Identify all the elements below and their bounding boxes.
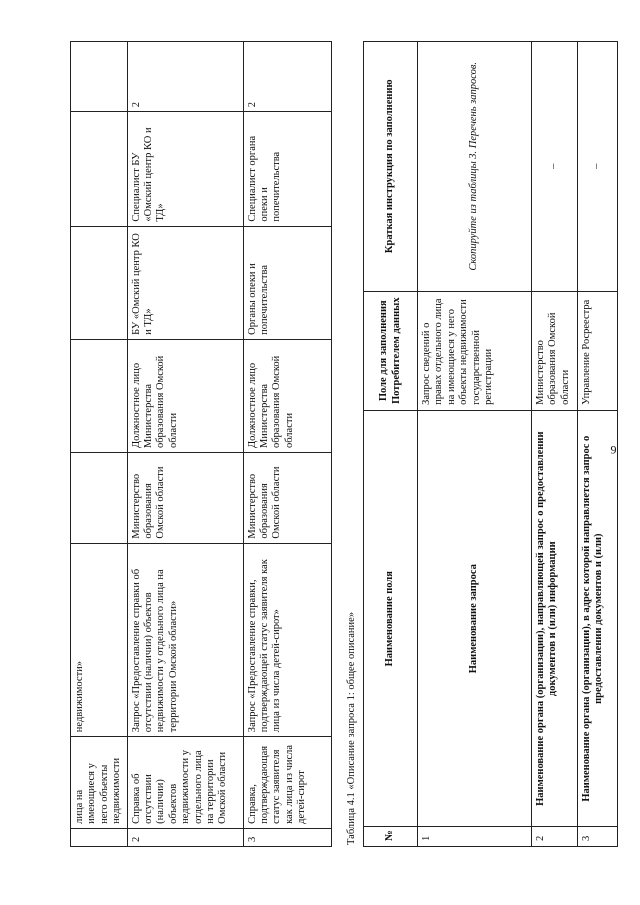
table-header-row (364, 42, 418, 847)
row-number: 3 (578, 827, 618, 847)
ministry: Министерство образования Омской области (243, 453, 331, 544)
request-name: Запрос «Предоставление справки об отсутствии (наличии) объектов недвижимости у отдельного лица на территории Омской области» (127, 543, 243, 737)
document-name: Справка об отсутствии (наличии) объектов недвижимости у отдельного лица на территории Омской области (127, 737, 243, 829)
table-row (127, 42, 243, 847)
ministry (71, 453, 128, 544)
specialist: Специалист органа опеки и попечительства (243, 112, 331, 226)
ministry: Министерство образования Омской области (127, 453, 243, 544)
header-field-name: Наименование поля (364, 410, 418, 827)
official: Должностное лицо Министерства образования Омской области (127, 339, 243, 452)
row-number: 2 (532, 827, 578, 847)
row-number: 1 (418, 827, 532, 847)
header-value: Поле для заполнения Потребителем данных (364, 291, 418, 410)
request-name: недвижимости» (71, 543, 128, 737)
official (71, 339, 128, 452)
table-row (71, 42, 128, 847)
official: Должностное лицо Министерства образования Омской области (243, 339, 331, 452)
document-name: лица на имеющиеся у него объекты недвижимости (71, 737, 128, 829)
organization: Органы опеки и попечительства (243, 226, 331, 339)
days: 2 (243, 42, 331, 112)
days: 2 (127, 42, 243, 112)
specialist (71, 112, 128, 226)
specialist: Специалист БУ «Омский центр КО и ТД» (127, 112, 243, 226)
table-row (243, 42, 331, 847)
row-number (71, 828, 128, 846)
field-instruction: – (578, 42, 618, 292)
header-instruction: Краткая инструкция по заполнению (364, 42, 418, 292)
field-name: Наименование органа (организации), направляющей запрос о предоставлении документов и (или) информации (532, 410, 578, 827)
table-caption: Таблица 4.1 «Описание запроса 1: общее описание» (346, 611, 357, 845)
field-value: Управление Росреестра (578, 291, 618, 410)
row-number: 2 (127, 828, 243, 846)
page-number: 9 (610, 442, 617, 457)
table-row (418, 42, 532, 847)
field-instruction: – (532, 42, 578, 292)
organization (71, 226, 128, 339)
table-row (578, 42, 618, 847)
field-name: Наименование запроса (418, 410, 532, 827)
field-value: Министерство образования Омской области (532, 291, 578, 410)
field-value: Запрос сведений о правах отдельного лица на имеющиеся у него объекты недвижимости государственной регистрации (418, 291, 532, 410)
days (71, 42, 128, 112)
row-number: 3 (243, 828, 331, 846)
request-name: Запрос «Предоставление справки, подтверждающей статус заявителя как лица из числа детей-сирот» (243, 543, 331, 737)
field-instruction: Скопируйте из таблицы 3. Перечень запросов. (418, 42, 532, 292)
header-num: № (364, 827, 418, 847)
field-name: Наименование органа (организации), в адрес которой направляется запрос о предоставлении документов и (или) (578, 410, 618, 827)
requests-table (70, 41, 332, 847)
table-row (532, 42, 578, 847)
organization: БУ «Омский центр КО и ТД» (127, 226, 243, 339)
document-name: Справка, подтверждающая статус заявителя как лица из числа детей-сирот (243, 737, 331, 829)
request-description-table (363, 41, 618, 847)
